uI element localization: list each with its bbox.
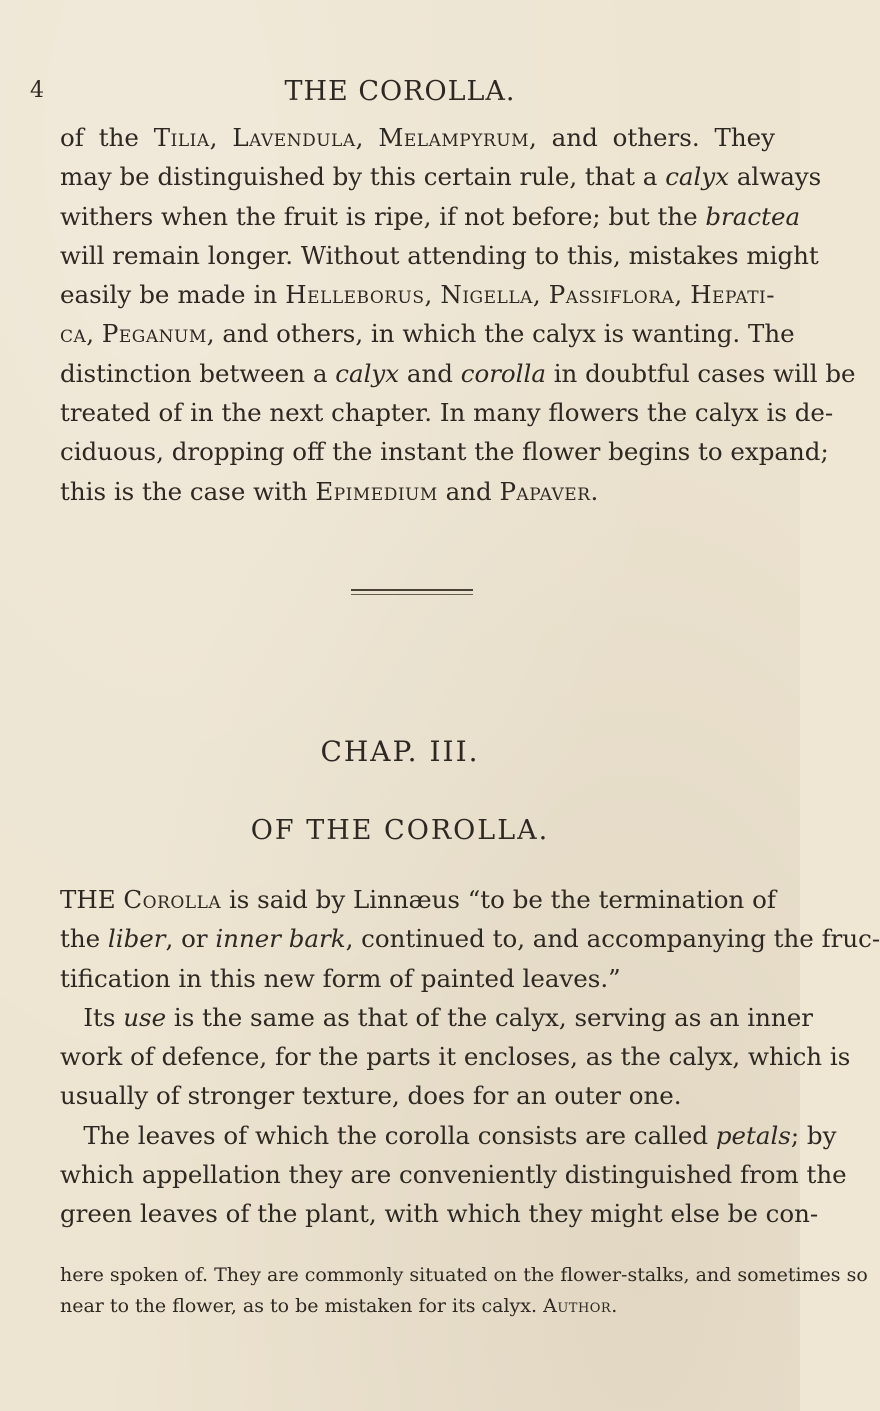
text-line: work of defence, for the parts it encloses, as the calyx, which is (60, 1042, 851, 1072)
text-line: withers when the fruit is ripe, if not before; but the bractea (60, 201, 801, 231)
italic-term: liber (107, 924, 166, 954)
continued-paragraph (60, 118, 856, 511)
small-caps-term: Tilia (153, 123, 210, 152)
italic-term: inner bark (215, 924, 346, 954)
text-line: near to the flower, as to be mistaken for its calyx. Author. (60, 1295, 618, 1317)
text-line: here spoken of. They are commonly situated on the flower-stalks, and sometimes so (60, 1264, 868, 1286)
text-line: tification in this new form of painted leaves.” (60, 963, 621, 993)
text-line: treated of in the next chapter. In many flowers the calyx is de- (60, 398, 834, 428)
running-title: THE COROLLA. (284, 76, 516, 107)
small-caps-term: Melampyrum (378, 123, 529, 152)
chapter-number: CHAP. III. (320, 735, 480, 768)
italic-term: bractea (705, 201, 801, 231)
chapter-body-lines (60, 880, 880, 1234)
small-caps-term: Author (543, 1295, 612, 1317)
small-caps-term: Peganum (101, 319, 207, 349)
chapter-body (60, 880, 880, 1234)
italic-term: use (123, 1002, 167, 1032)
text-line: usually of stronger texture, does for an outer one. (60, 1081, 682, 1111)
small-caps-term: Papaver (499, 476, 591, 506)
text-line: Its use is the same as that of the calyx, serving as an inner (60, 1002, 813, 1032)
text-line: the liber, or inner bark, continued to, and accompanying the fruc- (60, 924, 880, 954)
small-caps-term: Corolla (123, 885, 222, 914)
text-line: The leaves of which the corolla consists are called petals; by (60, 1120, 837, 1150)
italic-term: corolla (460, 358, 546, 388)
italic-term: calyx (335, 358, 400, 388)
text-line: green leaves of the plant, with which they might else be con- (60, 1199, 819, 1229)
continued-paragraph-lines (60, 118, 856, 511)
small-caps-term: Epimedium (315, 476, 438, 506)
small-caps-term: Hepati- (690, 280, 776, 310)
text-line: this is the case with Epimedium and Papaver. (60, 476, 599, 506)
footnote-lines (60, 1260, 868, 1322)
small-caps-term: Helleborus (285, 280, 425, 310)
text-line: distinction between a calyx and corolla in doubtful cases will be (60, 358, 856, 388)
text-line: which appellation they are conveniently distinguished from the (60, 1160, 847, 1190)
running-head (30, 78, 770, 108)
section-divider-rule (351, 589, 473, 591)
footnote (60, 1260, 868, 1322)
text-line: will remain longer. Without attending to this, mistakes might (60, 240, 819, 270)
text-line: easily be made in Helleborus, Nigella, Passiflora, Hepati- (60, 280, 776, 310)
italic-term: calyx (665, 162, 730, 192)
text-line: ca, Peganum, and others, in which the calyx is wanting. The (60, 319, 795, 349)
small-caps-term: Lavendula (232, 123, 356, 152)
page-number: 4 (30, 78, 45, 103)
chapter-title: OF THE COROLLA. (250, 815, 550, 846)
italic-term: petals (715, 1120, 791, 1150)
text-line: may be distinguished by this certain rule, that a calyx always (60, 162, 822, 192)
text-line: THE Corolla is said by Linnæus “to be the termination of (60, 885, 776, 914)
small-caps-term: Passiflora (548, 280, 675, 310)
small-caps-term: ca (60, 319, 87, 349)
small-caps-term: Nigella (440, 280, 533, 310)
text-line: of the Tilia, Lavendula, Melampyrum, and others. They (60, 123, 775, 152)
text-line: ciduous, dropping off the instant the flower begins to expand; (60, 437, 829, 467)
